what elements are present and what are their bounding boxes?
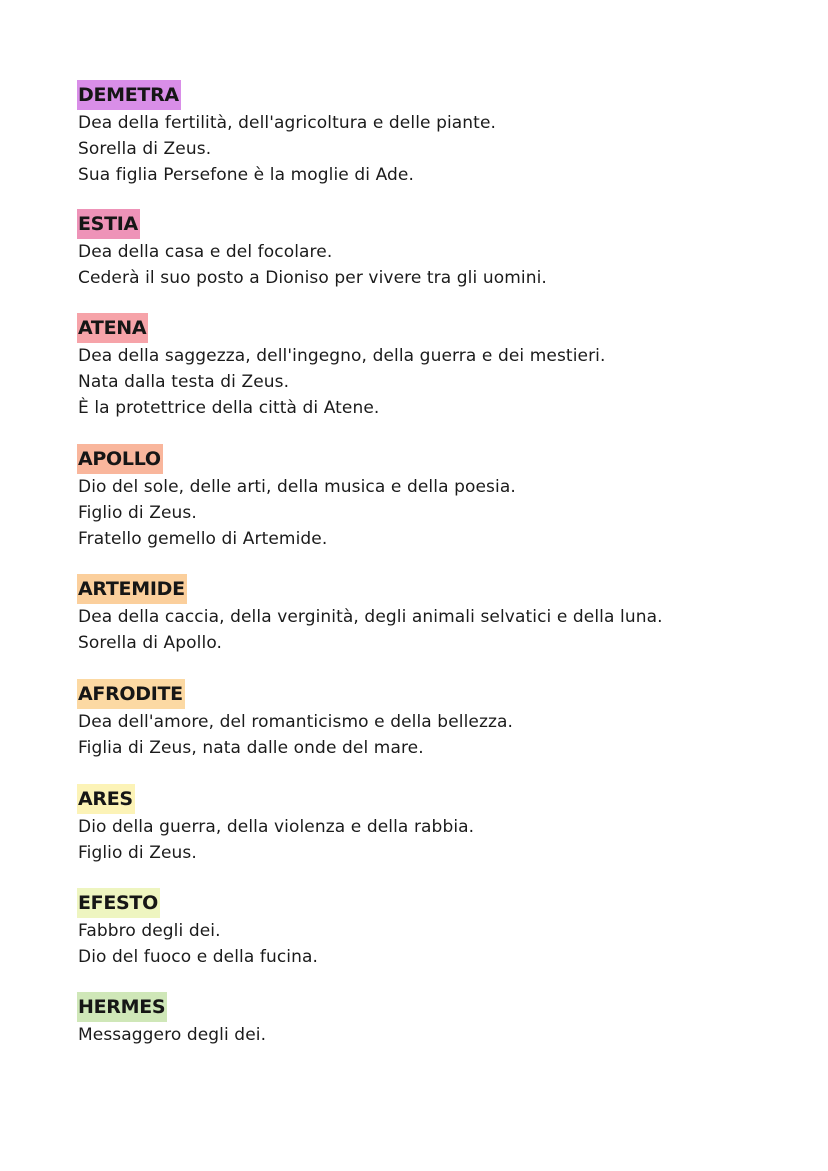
entry-title: DEMETRA xyxy=(77,80,181,110)
entry-title: ARES xyxy=(77,784,135,814)
entry-title: HERMES xyxy=(77,992,167,1022)
entry-estia xyxy=(78,209,778,291)
entry-title: ESTIA xyxy=(77,209,140,239)
entry-line: Figlio di Zeus. xyxy=(78,843,197,863)
entry-title: AFRODITE xyxy=(77,679,185,709)
entry-line: Figlia di Zeus, nata dalle onde del mare. xyxy=(78,738,424,758)
entry-atena xyxy=(78,313,778,421)
entry-demetra xyxy=(78,80,778,188)
entry-hermes xyxy=(78,992,778,1048)
entry-line: Dio del sole, delle arti, della musica e della poesia. xyxy=(78,477,516,497)
entry-ares xyxy=(78,784,778,866)
entry-line: Sorella di Apollo. xyxy=(78,633,223,653)
entry-line: Figlio di Zeus. xyxy=(78,503,197,523)
entry-line: Dea dell'amore, del romanticismo e della bellezza. xyxy=(78,712,514,732)
entry-afrodite xyxy=(78,679,778,761)
entry-efesto xyxy=(78,888,778,970)
entry-line: Dea della casa e del focolare. xyxy=(78,242,333,262)
entry-line: Dea della saggezza, dell'ingegno, della guerra e dei mestieri. xyxy=(78,346,606,366)
entry-line: Messaggero degli dei. xyxy=(78,1025,267,1045)
entry-line: È la protettrice della città di Atene. xyxy=(78,398,380,418)
entry-line: Cederà il suo posto a Dioniso per vivere tra gli uomini. xyxy=(78,268,547,288)
entry-line: Dio della guerra, della violenza e della rabbia. xyxy=(78,817,475,837)
entry-line: Fabbro degli dei. xyxy=(78,921,221,941)
entry-line: Nata dalla testa di Zeus. xyxy=(78,372,290,392)
entry-line: Dio del fuoco e della fucina. xyxy=(78,947,319,967)
entry-line: Dea della fertilità, dell'agricoltura e delle piante. xyxy=(78,113,497,133)
entry-apollo xyxy=(78,444,778,552)
entry-line: Sua figlia Persefone è la moglie di Ade. xyxy=(78,165,414,185)
entry-title: ARTEMIDE xyxy=(77,574,187,604)
entry-artemide xyxy=(78,574,778,656)
entry-line: Dea della caccia, della verginità, degli animali selvatici e della luna. xyxy=(78,607,663,627)
entry-line: Fratello gemello di Artemide. xyxy=(78,529,328,549)
entry-line: Sorella di Zeus. xyxy=(78,139,212,159)
entry-title: ATENA xyxy=(77,313,148,343)
entry-title: APOLLO xyxy=(77,444,163,474)
entry-title: EFESTO xyxy=(77,888,160,918)
